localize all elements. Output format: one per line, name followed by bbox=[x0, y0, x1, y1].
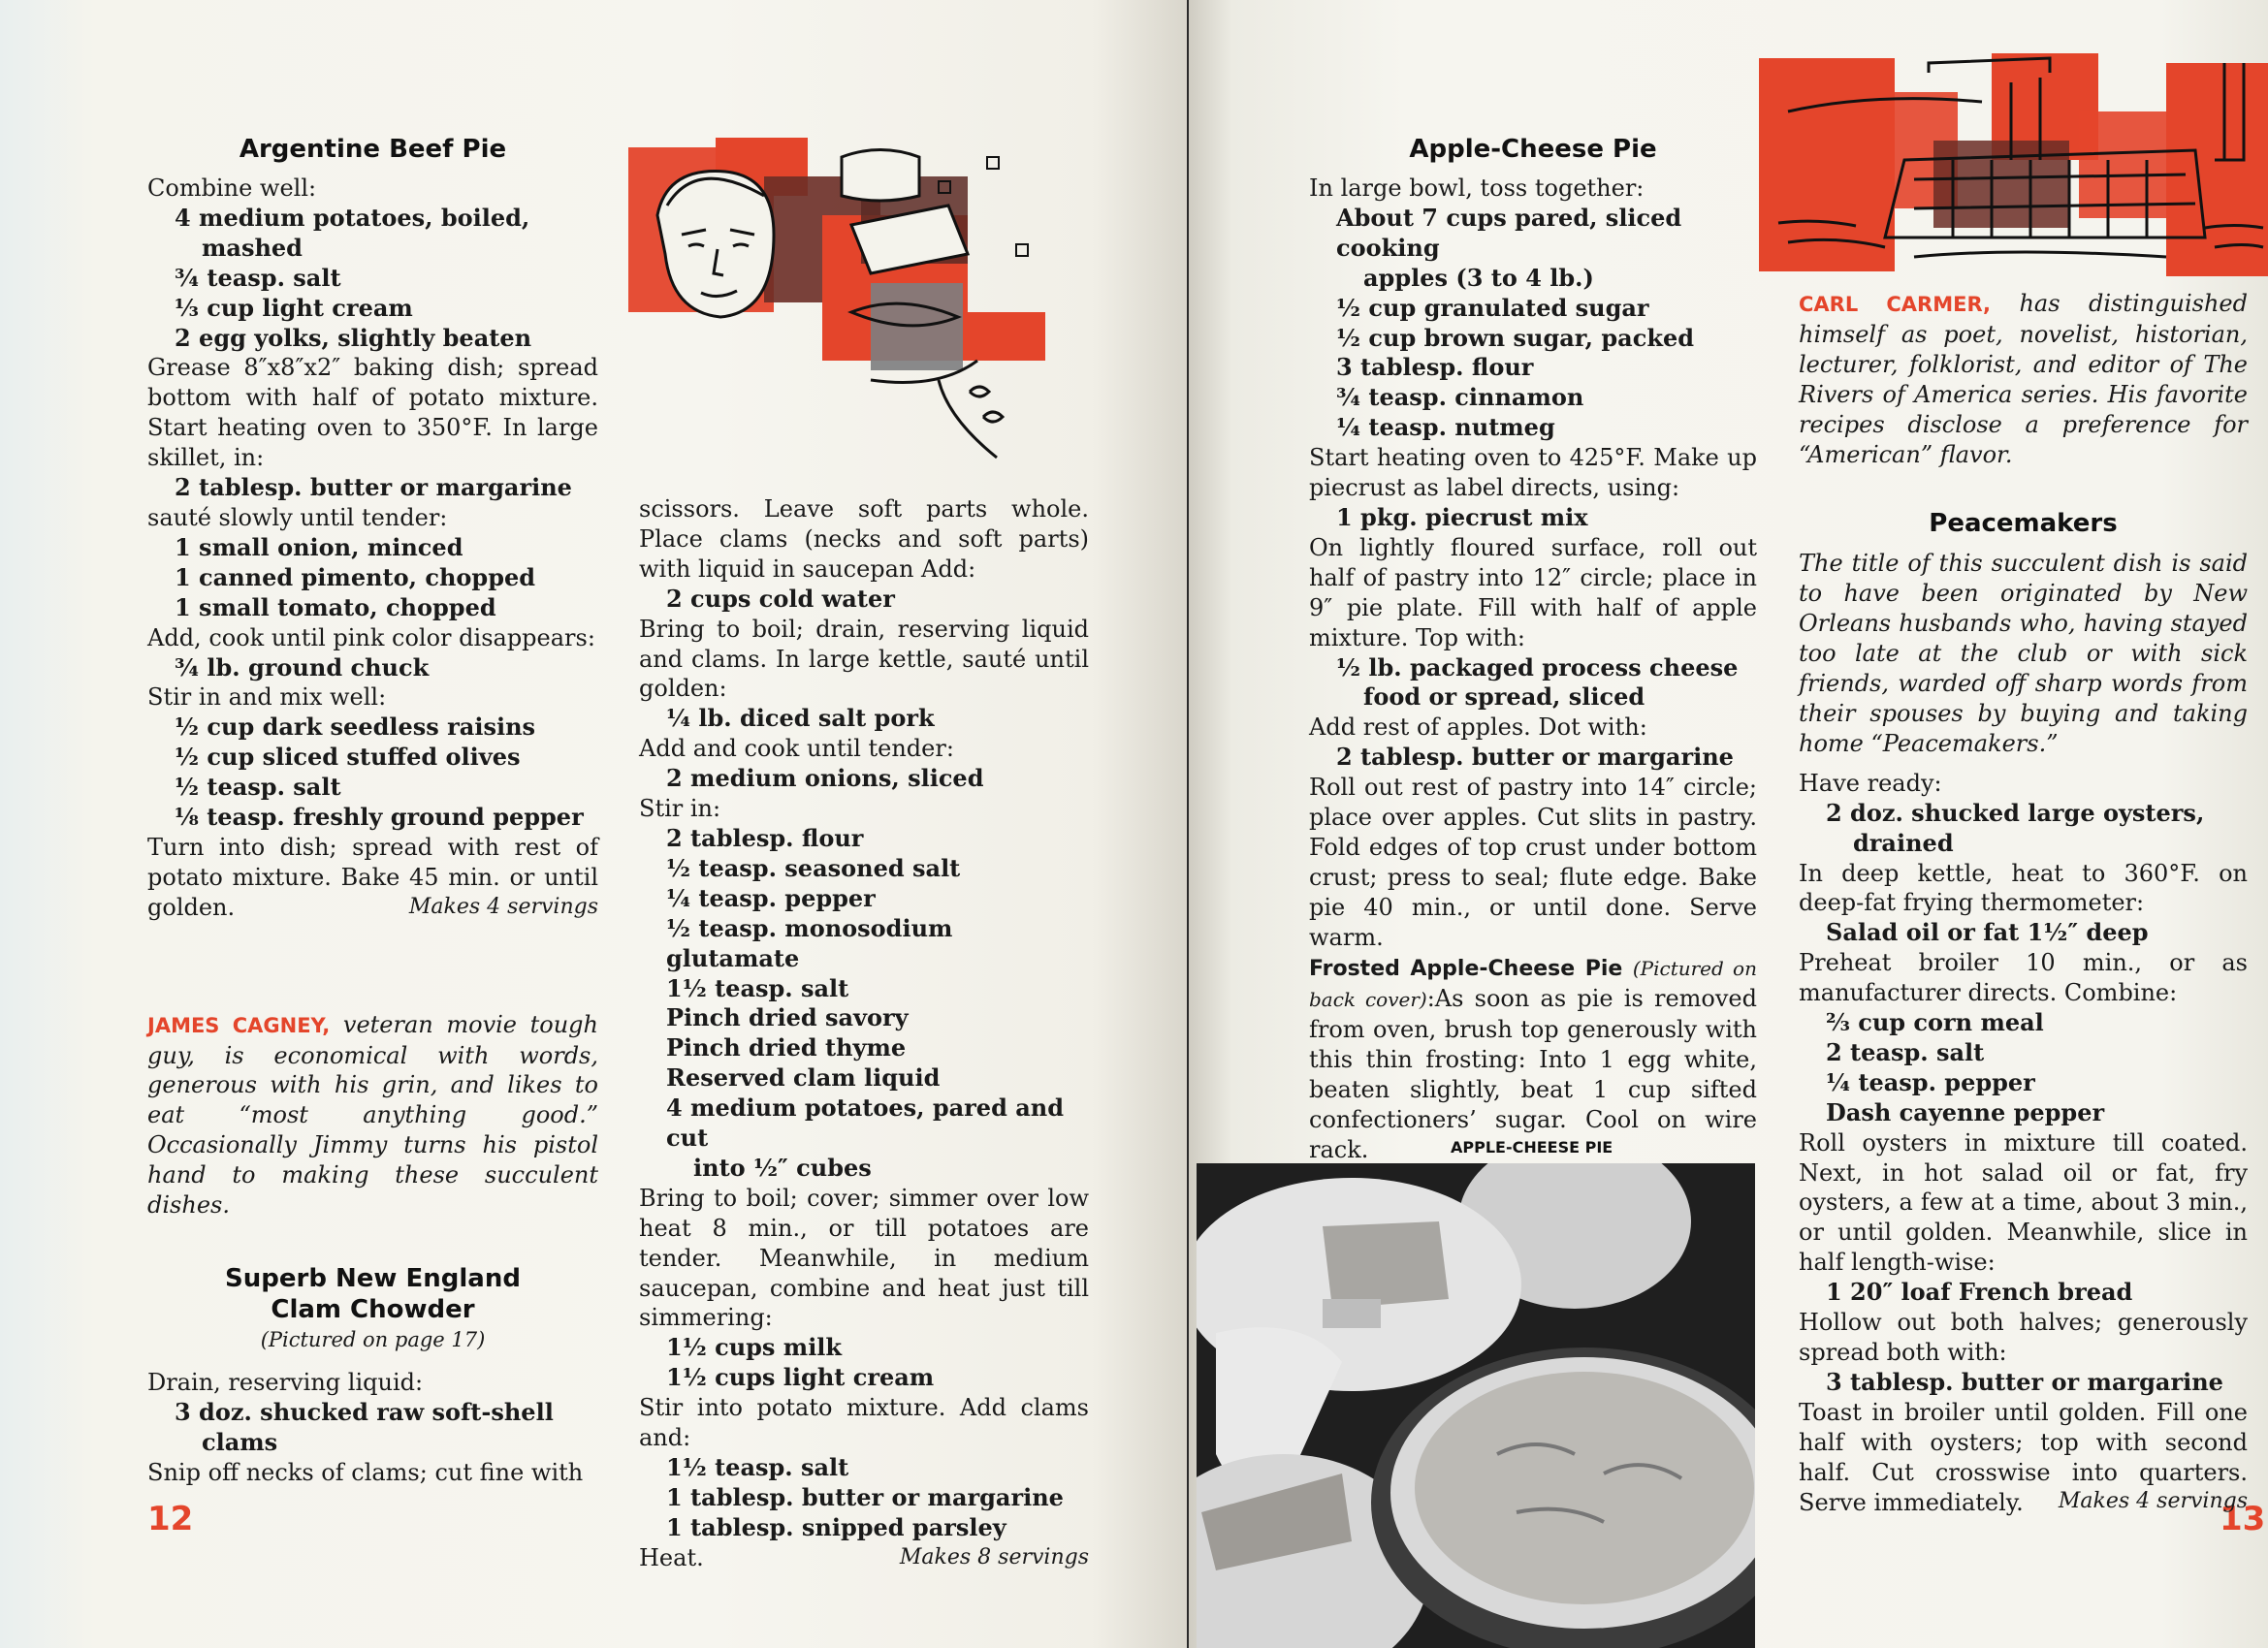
beef-pie-recipe bbox=[147, 174, 598, 923]
instruction-line: sauté slowly until tender: bbox=[147, 503, 448, 531]
page-number-left: 12 bbox=[147, 1500, 194, 1538]
ingredient-line: Pinch dried thyme bbox=[666, 1033, 907, 1062]
frosted-title: Frosted Apple-Cheese Pie bbox=[1309, 956, 1623, 981]
ingredient-line: Pinch dried savory bbox=[666, 1003, 909, 1032]
peacemakers-title: Peacemakers bbox=[1929, 509, 2118, 539]
ingredient-line: 1 small onion, minced bbox=[175, 532, 463, 561]
ingredient-line: 2 tablesp. butter or margarine bbox=[175, 473, 572, 502]
ingredient-line: Reserved clam liquid bbox=[666, 1063, 941, 1093]
peacemakers-recipe bbox=[1799, 769, 2248, 1518]
instruction-line: Add and cook until tender: bbox=[639, 735, 954, 763]
ingredient-line: ½ teasp. monosodium glutamate bbox=[666, 913, 953, 972]
ingredient-line: ½ cup dark seedless raisins bbox=[175, 713, 536, 742]
apple-cheese-pie-photo bbox=[1197, 1163, 1755, 1648]
instruction-line: Roll out rest of pastry into 14″ circle; place over apples. Cut slits in pastry. Fold edges of top crust under bottom crust; press to seal; flute edge. Bake pie 40 min., or until done. Serve warm. bbox=[1309, 774, 1757, 951]
ingredient-line: ½ cup sliced stuffed olives bbox=[175, 743, 521, 772]
ingredient-line: ¾ lb. ground chuck bbox=[175, 652, 430, 681]
apple-pie-recipe bbox=[1309, 174, 1757, 953]
chowder-servings: Makes 8 servings bbox=[899, 1544, 1089, 1569]
page-number-right: 13 bbox=[2220, 1500, 2266, 1538]
instruction-line: Combine well: bbox=[147, 174, 317, 202]
instruction-line: On lightly floured surface, roll out half of pastry into 12″ circle; place in 9″ pie plate. Fill with half of apple mixture. Top with: bbox=[1309, 533, 1757, 651]
ingredient-line: 2 cups cold water bbox=[666, 584, 895, 613]
ingredient-line: 3 doz. shucked raw soft-shell bbox=[175, 1397, 554, 1426]
ingredient-line: 2 tablesp. flour bbox=[666, 823, 864, 852]
cagney-name: JAMES CAGNEY, bbox=[147, 1013, 331, 1037]
ingredient-line: 1½ cups milk bbox=[666, 1333, 843, 1362]
left-column-2 bbox=[639, 494, 1089, 1573]
ingredient-line: 1 tablesp. snipped parsley bbox=[666, 1512, 1006, 1541]
ingredient-line: About 7 cups pared, sliced cooking bbox=[1336, 203, 1682, 262]
instruction-line: Toast in broiler until golden. Fill one half with oysters; top with second half. Cut crosswise into quarters. Serve immediately. bbox=[1799, 1398, 2248, 1516]
ingredient-line: 3 tablesp. butter or margarine bbox=[1826, 1367, 2223, 1396]
cagney-bio bbox=[147, 1010, 598, 1220]
ingredient-line: 1½ teasp. salt bbox=[666, 1453, 849, 1481]
ingredient-line: 4 medium potatoes, boiled, bbox=[175, 203, 530, 232]
steamboat-illustration bbox=[1759, 53, 2268, 276]
chowder-recipe-part-a bbox=[147, 1368, 598, 1488]
ingredient-line: 2 medium onions, sliced bbox=[666, 764, 984, 793]
carmer-name: CARL CARMER, bbox=[1799, 293, 1991, 316]
ingredient-line: ¾ teasp. cinnamon bbox=[1336, 383, 1584, 412]
carmer-bio bbox=[1799, 289, 2248, 469]
instruction-line: Roll oysters in mixture till coated. Next, in hot salad oil or fat, fry oysters, a few at a time, about 3 min., or until golden. Meanwhile, slice in half length-wise: bbox=[1799, 1128, 2248, 1277]
clam-chowder-title-line1: Superb New England bbox=[225, 1264, 521, 1293]
ingredient-line: 1 canned pimento, chopped bbox=[175, 562, 536, 591]
peacemakers-servings: Makes 4 servings bbox=[2058, 1489, 2248, 1514]
ingredient-line: ⅛ teasp. freshly ground pepper bbox=[175, 803, 584, 832]
frosted-apple-cheese-pie bbox=[1309, 953, 1757, 1165]
ingredient-line: 2 doz. shucked large oysters, bbox=[1826, 798, 2205, 827]
clam-chowder-pictured: (Pictured on page 17) bbox=[260, 1328, 486, 1351]
ingredient-line: 2 egg yolks, slightly beaten bbox=[175, 323, 532, 352]
instruction-line: Stir into potato mixture. Add clams and: bbox=[639, 1394, 1089, 1452]
clam-chowder-title-line2: Clam Chowder bbox=[271, 1295, 475, 1324]
instruction-line: Drain, reserving liquid: bbox=[147, 1369, 424, 1396]
cagney-bio-text: veteran movie tough guy, is economical with words, generous with his grin, and likes to eat “most anything good.” Occasionally Jimmy turns his pistol hand to making these succulent dishes. bbox=[147, 1010, 598, 1220]
instruction-line: Preheat broiler 10 min., or as manufacturer directs. Combine: bbox=[1799, 949, 2248, 1007]
ingredient-line: 1½ teasp. salt bbox=[666, 973, 849, 1002]
ingredient-line: drained bbox=[1853, 828, 1954, 857]
frosted-pictured: (Pictured on back cover) bbox=[1309, 956, 1757, 1012]
ingredient-line: ½ cup granulated sugar bbox=[1336, 293, 1649, 322]
right-column-2 bbox=[1799, 289, 2248, 1517]
cagney-illustration bbox=[628, 138, 1094, 472]
frosted-text: :As soon as pie is removed from oven, brush top generously with this thin frosting: Into 1 egg white, beaten slightly, beat 1 cup sifted confectioners’ sugar. Cool on wire rack. bbox=[1309, 985, 1757, 1163]
ingredient-line: apples (3 to 4 lb.) bbox=[1363, 263, 1594, 292]
ingredient-line: 2 tablesp. butter or margarine bbox=[1336, 743, 1734, 772]
instruction-line: Hollow out both halves; generously spread both with: bbox=[1799, 1309, 2248, 1366]
photo-caption: APPLE-CHEESE PIE bbox=[1451, 1138, 1613, 1157]
ingredient-line: 3 tablesp. flour bbox=[1336, 353, 1534, 382]
ingredient-line: 1 small tomato, chopped bbox=[175, 592, 496, 621]
ingredient-line: into ½″ cubes bbox=[693, 1153, 872, 1182]
ingredient-line: ⅔ cup corn meal bbox=[1826, 1008, 2044, 1037]
instruction-line: Bring to boil; cover; simmer over low heat 8 min., or till potatoes are tender. Meanwhile, in medium saucepan, combine and heat just till simmering: bbox=[639, 1184, 1089, 1332]
instruction-line: Turn into dish; spread with rest of potato mixture. Bake 45 min. or until golden. bbox=[147, 833, 598, 921]
instruction-line: Heat. bbox=[639, 1543, 704, 1571]
ingredient-line: Salad oil or fat 1½″ deep bbox=[1826, 918, 2149, 947]
ingredient-line: clams bbox=[202, 1427, 278, 1456]
ingredient-line: 1 pkg. piecrust mix bbox=[1336, 502, 1588, 531]
argentine-beef-pie-title: Argentine Beef Pie bbox=[239, 135, 507, 164]
instruction-line: Add rest of apples. Dot with: bbox=[1309, 713, 1647, 742]
ingredient-line: ½ teasp. salt bbox=[175, 773, 341, 802]
right-column-1 bbox=[1309, 134, 1757, 1165]
instruction-line: Have ready: bbox=[1799, 769, 1942, 797]
ingredient-line: 4 medium potatoes, pared and cut bbox=[666, 1093, 1064, 1153]
ingredient-line: 1½ cups light cream bbox=[666, 1363, 935, 1392]
ingredient-line: ½ lb. packaged process cheese bbox=[1336, 652, 1739, 681]
carmer-bio-text: has distinguished himself as poet, novelist, historian, lecturer, folklorist, and editor of The Rivers of America series. His favorite recipes disclose a preference for “American” flavor. bbox=[1799, 290, 2248, 468]
ingredient-line: ¼ teasp. pepper bbox=[1826, 1067, 2035, 1096]
left-column-1 bbox=[147, 134, 598, 1488]
clam-chowder-title bbox=[147, 1263, 598, 1325]
ingredient-line: ¼ teasp. pepper bbox=[666, 883, 876, 912]
instruction-line: Start heating oven to 425°F. Make up piecrust as label directs, using: bbox=[1309, 444, 1757, 502]
instruction-line: In deep kettle, heat to 360°F. on deep-fat frying thermometer: bbox=[1799, 859, 2248, 917]
ingredient-line: food or spread, sliced bbox=[1363, 682, 1645, 712]
chowder-recipe-part-b bbox=[639, 494, 1089, 1573]
instruction-line: scissors. Leave soft parts whole. Place clams (necks and soft parts) with liquid in saucepan Add: bbox=[639, 495, 1089, 583]
ingredient-line: 1 tablesp. butter or margarine bbox=[666, 1482, 1064, 1511]
instruction-line: Stir in: bbox=[639, 795, 721, 823]
peacemakers-intro: The title of this succulent dish is said to have been originated by New Orleans husbands who, having stayed too late at the club or with sick friends, warded off sharp words from their spouses by buying and taking home “Peacemakers.” bbox=[1799, 550, 2248, 757]
ingredient-line: ⅓ cup light cream bbox=[175, 293, 413, 322]
ingredient-line: 2 teasp. salt bbox=[1826, 1037, 1985, 1066]
instruction-line: Snip off necks of clams; cut fine with bbox=[147, 1458, 584, 1486]
ingredient-line: Dash cayenne pepper bbox=[1826, 1097, 2105, 1126]
beef-pie-servings: Makes 4 servings bbox=[408, 894, 598, 919]
instruction-line: In large bowl, toss together: bbox=[1309, 174, 1645, 202]
ingredient-line: ½ teasp. seasoned salt bbox=[666, 853, 961, 882]
ingredient-line: ¼ teasp. nutmeg bbox=[1336, 413, 1555, 442]
instruction-line: Stir in and mix well: bbox=[147, 683, 387, 712]
apple-cheese-pie-title: Apple-Cheese Pie bbox=[1409, 135, 1657, 164]
ingredient-line: 1 20″ loaf French bread bbox=[1826, 1278, 2133, 1307]
ingredient-line: mashed bbox=[202, 233, 303, 262]
instruction-line: Bring to boil; drain, reserving liquid and clams. In large kettle, sauté until golden: bbox=[639, 615, 1089, 703]
ingredient-line: ¼ lb. diced salt pork bbox=[666, 704, 935, 733]
ingredient-line: ¾ teasp. salt bbox=[175, 263, 341, 292]
ingredient-line: ½ cup brown sugar, packed bbox=[1336, 323, 1695, 352]
instruction-line: Grease 8″x8″x2″ baking dish; spread bottom with half of potato mixture. Start heating oven to 350°F. In large skillet, in: bbox=[147, 354, 598, 472]
instruction-line: Add, cook until pink color disappears: bbox=[147, 623, 595, 651]
